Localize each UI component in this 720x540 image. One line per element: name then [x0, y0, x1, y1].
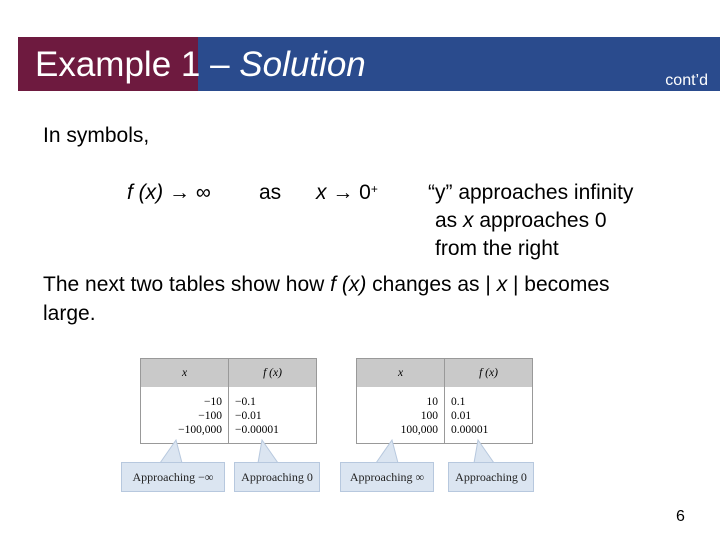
explain-line-2-a: as — [435, 209, 464, 232]
arrow-infinity: → ∞ — [169, 181, 211, 204]
explain-line-2-b: approaches 0 — [473, 209, 607, 232]
arrow-zero: → 0 — [332, 181, 371, 204]
table-cell: −100 — [141, 409, 229, 423]
fx-text: f (x) — [127, 181, 164, 204]
table-header-fx: f (x) — [229, 359, 317, 388]
para-line-1-x: x — [496, 273, 508, 296]
paragraph-line-2: large. — [43, 302, 96, 325]
para-line-1-c: | becomes — [507, 273, 610, 296]
callout-pointer-left-f — [258, 440, 278, 463]
callout-left-f: Approaching 0 — [234, 462, 320, 492]
callout-left-x: Approaching −∞ — [121, 462, 225, 492]
callout-right-x: Approaching ∞ — [340, 462, 434, 492]
explain-line-3: from the right — [435, 237, 559, 260]
callout-right-f: Approaching 0 — [448, 462, 534, 492]
para-line-1-fx: f (x) — [330, 273, 367, 296]
para-line-1-b: changes as | — [366, 273, 497, 296]
table-cell: −0.00001 — [229, 423, 317, 444]
table-cell: 100 — [357, 409, 445, 423]
callout-pointer-right-f — [474, 440, 494, 463]
table-header-x: x — [141, 359, 229, 388]
table-cell: 100,000 — [357, 423, 445, 444]
table-cell: −0.1 — [235, 396, 256, 408]
explain-line-2-x: x — [463, 209, 474, 232]
table-cell: −100,000 — [141, 423, 229, 444]
x-text: x — [316, 181, 327, 204]
table-cell: 10 — [357, 387, 445, 409]
table-cell: 0.1 — [451, 396, 466, 408]
title-italic-text: Solution — [239, 45, 366, 84]
contd-label: cont’d — [665, 72, 708, 89]
callout-pointer-right-x — [376, 440, 398, 463]
table-cell: −0.01 — [235, 410, 262, 422]
table-cell: −10 — [141, 387, 229, 409]
table-cell: 0.00001 — [445, 423, 533, 444]
intro-text: In symbols, — [43, 124, 150, 147]
page-number: 6 — [676, 508, 685, 525]
table-cell: 0.01 — [451, 410, 472, 422]
explain-line-1: “y” approaches infinity — [428, 181, 634, 204]
para-line-1-a: The next two tables show how — [43, 273, 331, 296]
plus-superscript: + — [370, 182, 378, 196]
title-main-text: Example 1 – — [35, 45, 240, 84]
table-header-fx: f (x) — [445, 359, 533, 388]
callout-pointer-left-x — [160, 440, 182, 463]
as-text: as — [259, 181, 282, 204]
table-header-x: x — [357, 359, 445, 388]
